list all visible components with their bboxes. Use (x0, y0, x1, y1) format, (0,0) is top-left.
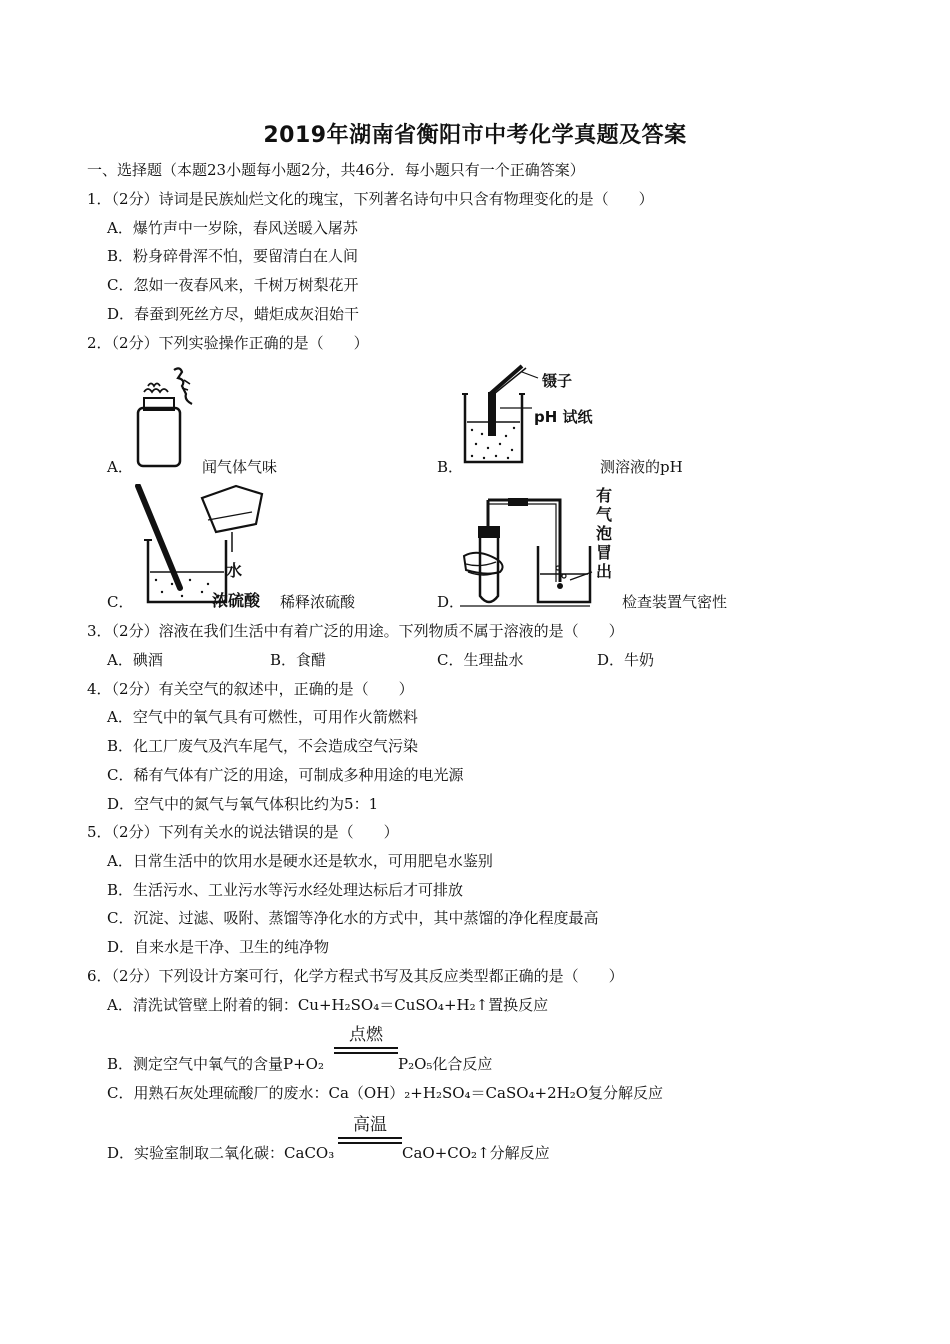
question-1-option-b: B．粉身碎骨浑不怕，要留清白在人间 (107, 247, 359, 265)
question-3-option-d: D．牛奶 (597, 651, 655, 669)
question-4-stem: 4．（2分）有关空气的叙述中，正确的是（ ） (87, 680, 414, 698)
question-4-option-b: B．化工厂废气及汽车尾气，不会造成空气污染 (107, 737, 419, 755)
equation-line (338, 1137, 402, 1139)
bubbles-char-1: 有 (596, 486, 613, 505)
question-4-option-a: A．空气中的氧气具有可燃性，可用作火箭燃料 (107, 708, 418, 726)
airtightness-figure (460, 490, 600, 608)
high-temp-condition (338, 1110, 402, 1144)
question-6-option-b-right: P₂O₅化合反应 (398, 1055, 493, 1073)
question-1-stem: 1．（2分）诗词是民族灿烂文化的瑰宝，下列著名诗句中只含有物理变化的是（ ） (87, 190, 654, 208)
question-2-option-c-caption: 稀释浓硫酸 (280, 593, 356, 611)
smell-gas-figure (130, 362, 210, 472)
page-title: 2019年湖南省衡阳市中考化学真题及答案 (263, 123, 687, 148)
question-1-option-a: A．爆竹声中一岁除，春风送暖入屠苏 (107, 219, 358, 237)
bubbles-label (596, 486, 618, 581)
high-temp-condition-text: 高温 (353, 1115, 387, 1135)
question-1-option-c: C．忽如一夜春风来，千树万树梨花开 (107, 276, 359, 294)
question-2-option-c-letter: C． (107, 593, 134, 611)
bubbles-char-3: 泡 (596, 524, 613, 543)
question-6-option-c: C．用熟石灰处理硫酸厂的废水：Ca（OH）₂+H₂SO₄＝CaSO₄+2H₂O复分解反应 (107, 1084, 664, 1102)
question-2-option-b-caption: 测溶液的pH (600, 458, 683, 476)
question-6-option-a: A．清洗试管壁上附着的铜：Cu+H₂SO₄＝CuSO₄+H₂↑置换反应 (107, 996, 549, 1014)
acid-label: 浓硫酸 (212, 591, 261, 610)
question-2-option-a-letter: A． (107, 458, 133, 476)
question-2-option-a-caption: 闻气体气味 (202, 458, 278, 476)
question-5-option-c: C．沉淀、过滤、吸附、蒸馏等净化水的方式中，其中蒸馏的净化程度最高 (107, 909, 599, 927)
question-2-option-d-caption: 检查装置气密性 (622, 593, 728, 611)
ph-paper-label: pH 试纸 (534, 408, 593, 426)
question-5-option-d: D．自来水是干净、卫生的纯净物 (107, 938, 330, 956)
question-4-option-d: D．空气中的氮气与氧气体积比约为5：1 (107, 795, 379, 813)
question-3-option-b: B．食醋 (270, 651, 327, 669)
question-2-stem: 2．（2分）下列实验操作正确的是（ ） (87, 334, 369, 352)
question-2-option-b-letter: B． (437, 458, 464, 476)
section-heading: 一、选择题（本题23小题每小题2分，共46分．每小题只有一个正确答案） (87, 161, 585, 179)
bubbles-char-4: 冒 (596, 543, 613, 562)
question-5-option-b: B．生活污水、工业污水等污水经处理达标后才可排放 (107, 881, 464, 899)
question-6-option-d-left: D．实验室制取二氧化碳：CaCO₃ (107, 1144, 335, 1162)
equation-line (338, 1142, 402, 1144)
question-5-option-a: A．日常生活中的饮用水是硬水还是软水，可用肥皂水鉴别 (107, 852, 493, 870)
question-6-stem: 6．（2分）下列设计方案可行，化学方程式书写及其反应类型都正确的是（ ） (87, 967, 624, 985)
question-3-option-a: A．碘酒 (107, 651, 163, 669)
question-3-option-c: C．生理盐水 (437, 651, 524, 669)
water-label: 水 (226, 561, 243, 580)
bubbles-char-5: 出 (596, 562, 613, 581)
equation-line (334, 1052, 398, 1054)
ignite-condition-text: 点燃 (349, 1025, 383, 1045)
question-3-stem: 3．（2分）溶液在我们生活中有着广泛的用途。下列物质不属于溶液的是（ ） (87, 622, 624, 640)
tweezers-label: 镊子 (542, 372, 573, 390)
question-1-option-d: D．春蚕到死丝方尽，蜡炬成灰泪始干 (107, 305, 360, 323)
question-5-stem: 5．（2分）下列有关水的说法错误的是（ ） (87, 823, 399, 841)
equation-line (334, 1047, 398, 1049)
ignite-condition (334, 1020, 398, 1054)
question-2-option-d-letter: D． (437, 593, 465, 611)
bubbles-char-2: 气 (596, 505, 613, 524)
question-4-option-c: C．稀有气体有广泛的用途，可制成多种用途的电光源 (107, 766, 464, 784)
question-6-option-d-right: CaO+CO₂↑分解反应 (402, 1144, 550, 1162)
question-6-option-b-left: B．测定空气中氧气的含量P+O₂ (107, 1055, 324, 1073)
